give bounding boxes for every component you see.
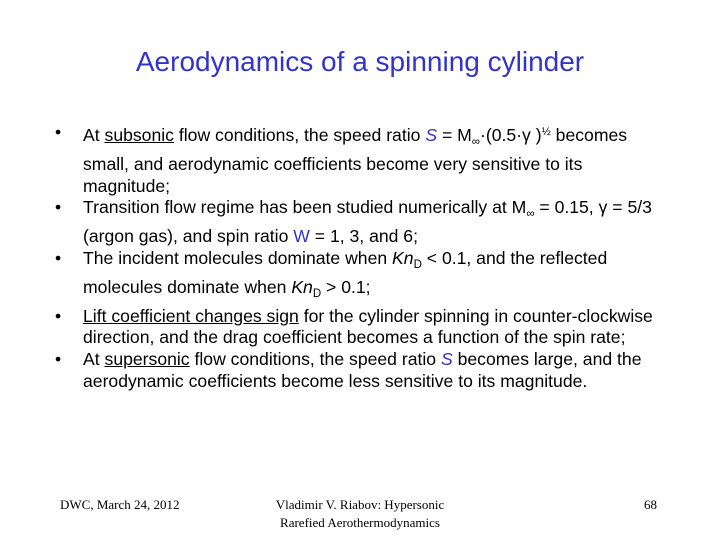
symbol-s: S <box>425 125 438 145</box>
footer-author <box>230 496 490 532</box>
subsonic-link[interactable]: subsonic <box>104 125 174 145</box>
symbol-gamma: γ <box>522 125 531 145</box>
symbol-kn: Kn <box>392 247 414 268</box>
bullet-glyph: • <box>55 122 62 142</box>
symbol-w: W <box>293 226 310 247</box>
subscript-infinity: ∞ <box>471 136 480 148</box>
supersonic-link[interactable]: supersonic <box>104 349 190 370</box>
lift-coefficient-link[interactable]: Lift coefficient changes sign <box>83 305 299 326</box>
footer-date: DWC, March 24, 2012 <box>60 497 180 512</box>
bullet-glyph: • <box>55 247 62 268</box>
text: At <box>83 349 105 370</box>
text: < 0.1, and the reflected molecules dominate when <box>83 247 608 297</box>
text: At <box>83 125 105 145</box>
text: becomes small, and aerodynamic coefficients become very sensitive to its magnitude; <box>83 125 628 196</box>
text: Transition flow regime has been studied numerically at M <box>83 197 527 218</box>
bullet-item-lift <box>52 306 672 350</box>
footer-author-line-1: Vladimir V. Riabov: Hypersonic <box>275 497 445 512</box>
footer-author-line-2: Rarefied Aerothermodynamics <box>280 515 440 530</box>
symbol-gamma: γ <box>598 197 608 218</box>
bullet-glyph: • <box>55 305 62 326</box>
page-number: 68 <box>644 497 657 512</box>
symbol-kn: Kn <box>291 276 313 297</box>
bullet-item-subsonic <box>52 122 672 197</box>
bullet-item-transition <box>52 197 672 248</box>
subscript-d: D <box>312 287 322 300</box>
bullet-item-molecules <box>52 248 672 306</box>
bullet-glyph: • <box>55 197 62 218</box>
bullet-glyph: • <box>55 349 62 370</box>
bullet-list <box>52 122 672 393</box>
text: ) <box>530 125 542 145</box>
text: for the cylinder spinning in counter-clockwise direction, and the drag coefficient becomes a function of the spin rate; <box>83 305 653 348</box>
text: The incident molecules dominate when <box>83 247 393 268</box>
text: > 0.1; <box>321 276 371 297</box>
text: = M <box>437 125 472 145</box>
text: = 0.15, <box>534 197 599 218</box>
symbol-s: S <box>440 349 453 370</box>
text: ·(0.5· <box>480 125 523 145</box>
text: = 5/3 (argon gas), and spin ratio <box>83 197 652 247</box>
superscript-half: ½ <box>541 126 551 138</box>
text: flow conditions, the speed ratio <box>173 125 426 145</box>
subscript-infinity: ∞ <box>526 208 535 221</box>
text: becomes large, and the aerodynamic coefficients become less sensitive to its magnitude. <box>83 349 642 391</box>
slide-title: Aerodynamics of a spinning cylinder <box>135 46 585 77</box>
subscript-d: D <box>413 258 422 271</box>
bullet-item-supersonic <box>52 349 672 393</box>
text: flow conditions, the speed ratio <box>189 349 441 370</box>
text: = 1, 3, and 6; <box>309 226 418 247</box>
